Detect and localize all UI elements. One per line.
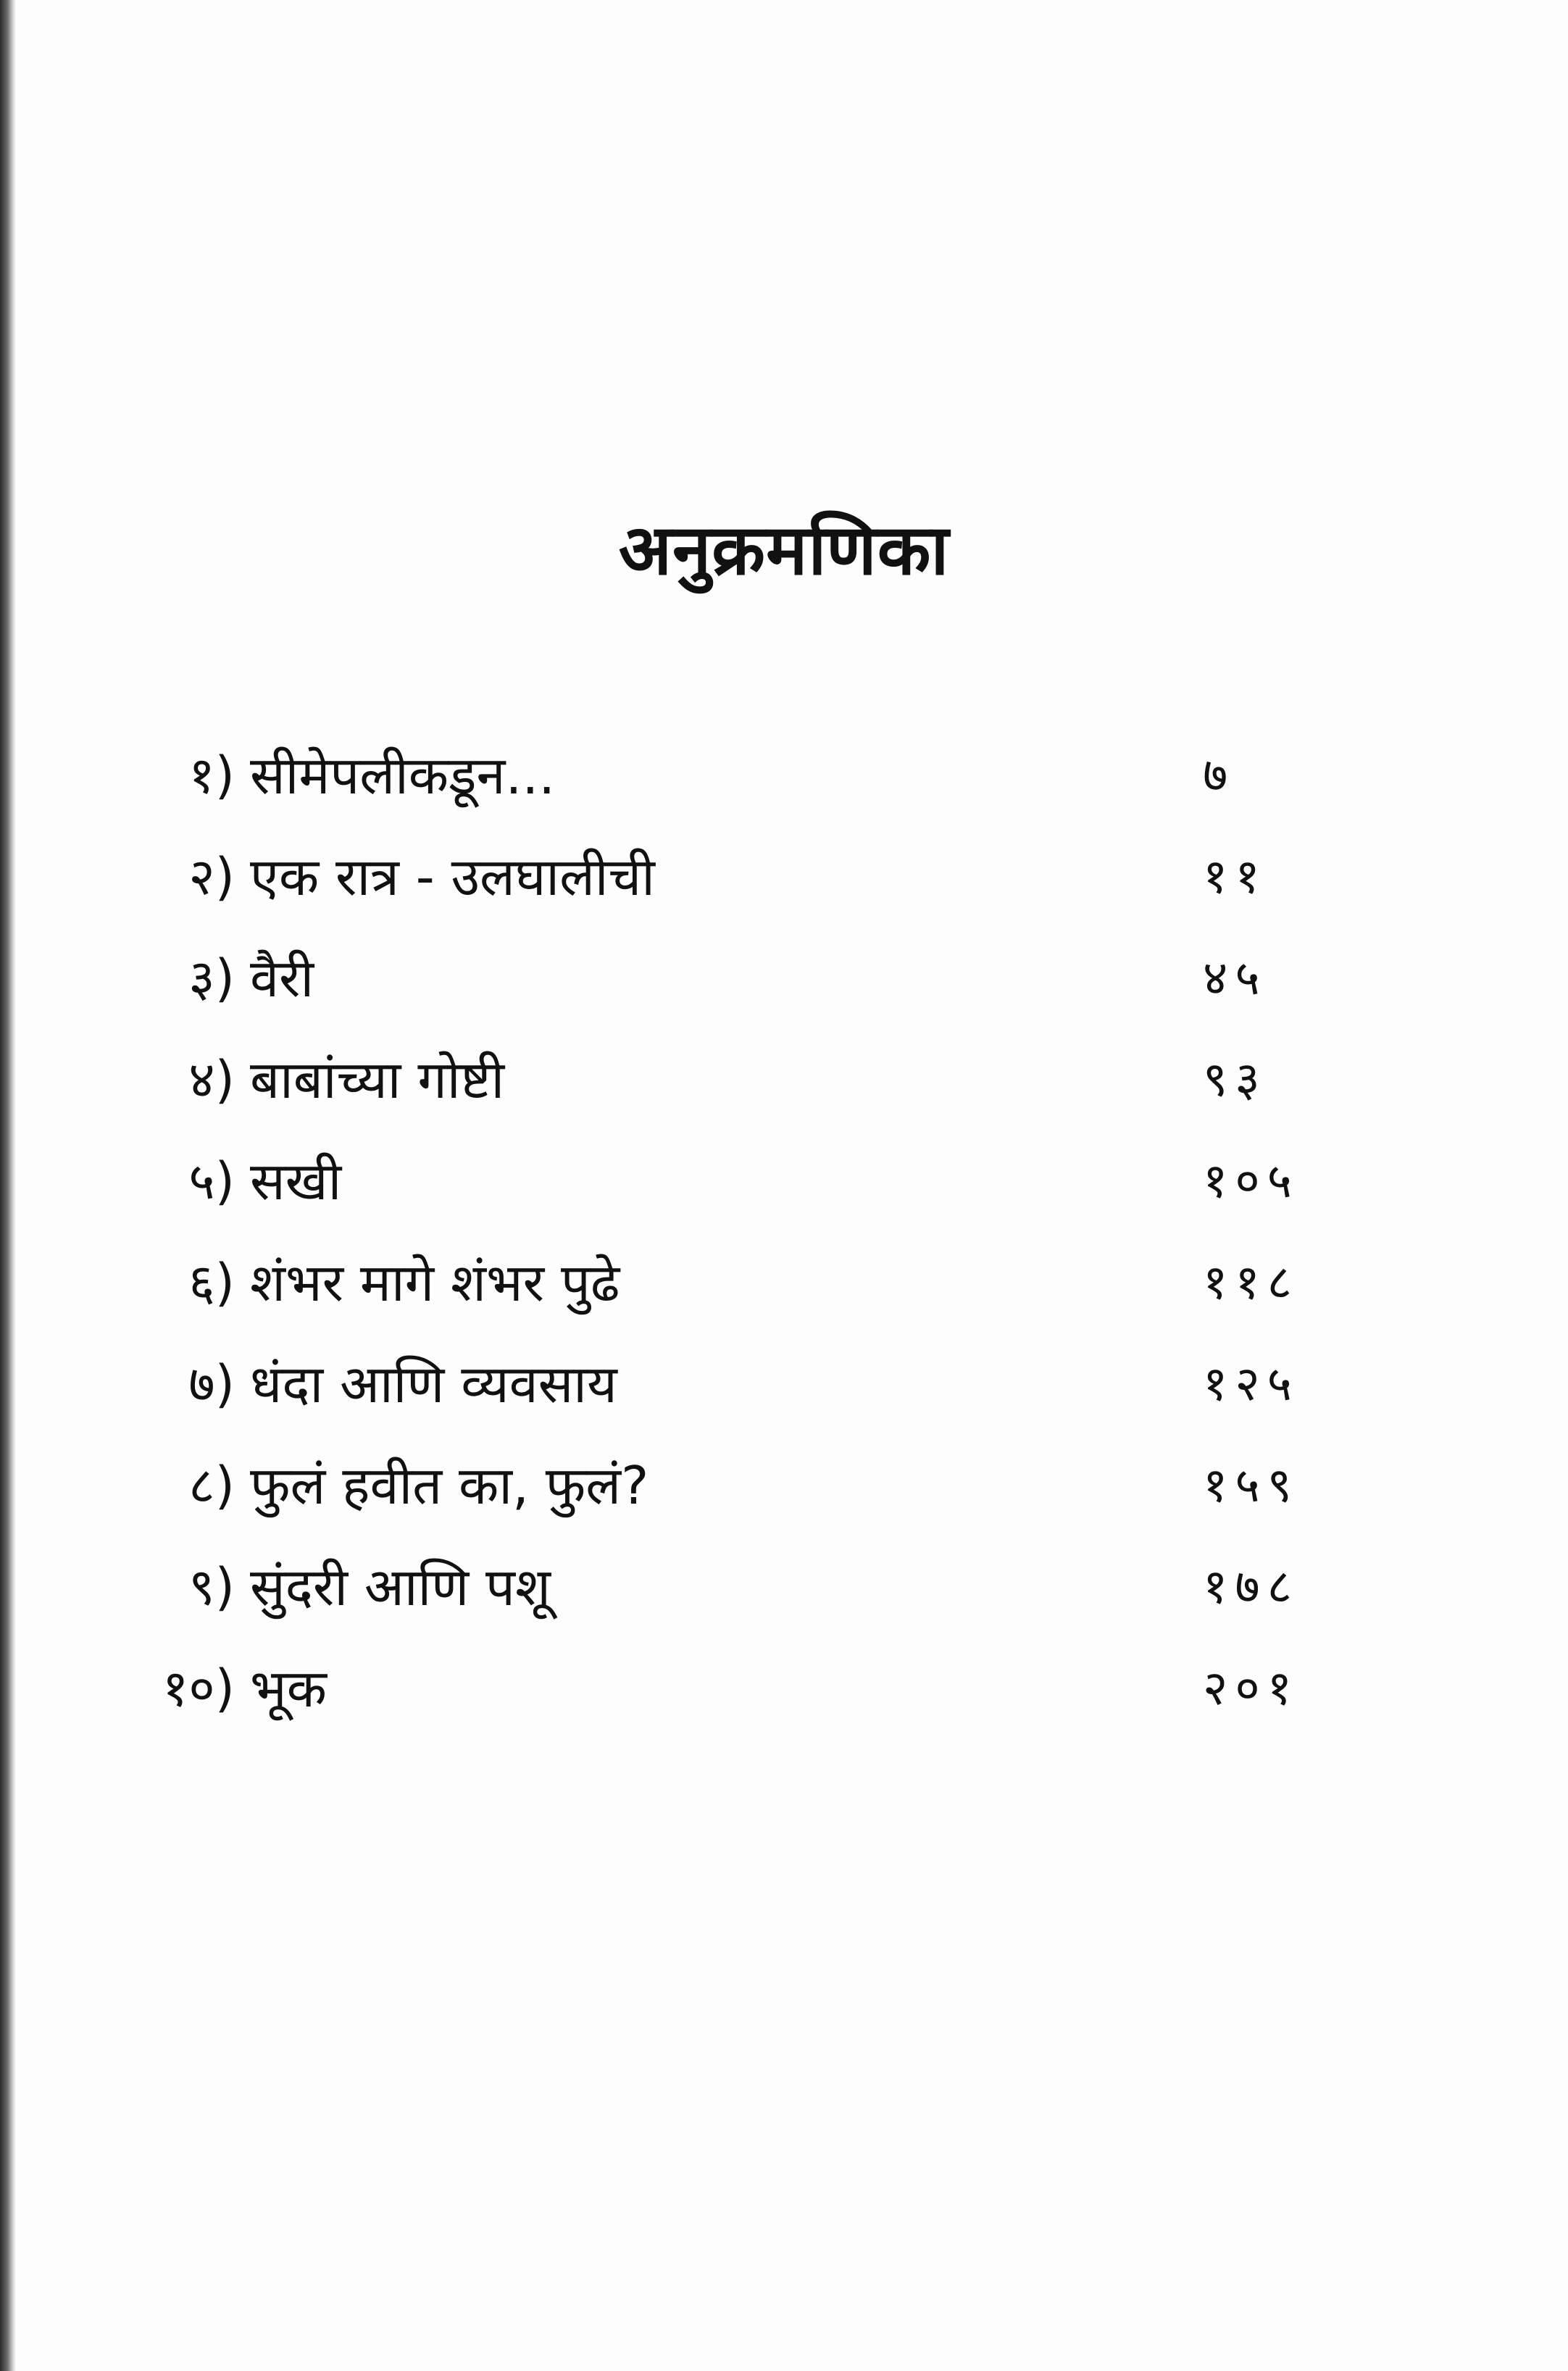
toc-entry-title: एक रात्र - उलघालीची [250,846,655,907]
toc-entry-number: ९) [188,1557,235,1617]
toc-entry [0,1449,1568,1551]
toc-entry [0,1348,1568,1449]
toc-entry-page: १०५ [1203,1153,1299,1209]
toc-entry [0,739,1568,841]
toc-entry-page: ४५ [1203,950,1267,1006]
toc-entry-page: १२५ [1203,1356,1299,1412]
toc-entry [0,1551,1568,1652]
toc-entry-page: ७ [1203,747,1235,803]
toc-entry-number: ३) [188,949,235,1008]
toc-entry-title: फुलं हवीत का, फुलं? [250,1455,649,1516]
toc-entry-number: २) [188,847,235,907]
toc-entry-page: १५९ [1203,1457,1299,1513]
toc-entry-number: ५) [188,1151,235,1211]
toc-entry [0,1145,1568,1246]
toc-entry-number: ७) [188,1354,235,1414]
toc-entry-title: सखी [250,1151,342,1212]
toc-entry-page: १७८ [1203,1559,1299,1614]
toc-entry [0,1652,1568,1754]
toc-entry-number: ४) [188,1050,235,1109]
toc-entry-page: ११ [1203,849,1267,904]
toc-entry-title: शंभर मागे शंभर पुढे [250,1252,620,1313]
toc-entry [0,1043,1568,1145]
toc-entry [0,841,1568,942]
toc-entry-number: ६) [188,1253,235,1312]
toc-entry-title: सीमेपलीकडून... [250,745,556,806]
toc-entry-title: वैरी [250,948,314,1009]
toc-entry-page: ९३ [1203,1051,1267,1107]
toc-entry [0,1246,1568,1348]
toc-entry-number: १०) [162,1659,235,1718]
toc-entry-number: १) [188,746,235,805]
toc-entry-title: बाबांच्या गोष्टी [250,1049,505,1110]
toc-entry-title: धंदा आणि व्यवसाय [250,1354,617,1414]
toc-entry [0,942,1568,1043]
toc-entry-title: सुंदरी आणि पशू [250,1557,551,1617]
page-title: अनुक्रमणिका [618,509,950,591]
toc-entry-number: ८) [188,1456,235,1515]
toc-entry-title: भूक [250,1658,327,1719]
toc-entry-page: ११८ [1203,1254,1299,1310]
toc-entry-page: २०१ [1203,1660,1299,1716]
